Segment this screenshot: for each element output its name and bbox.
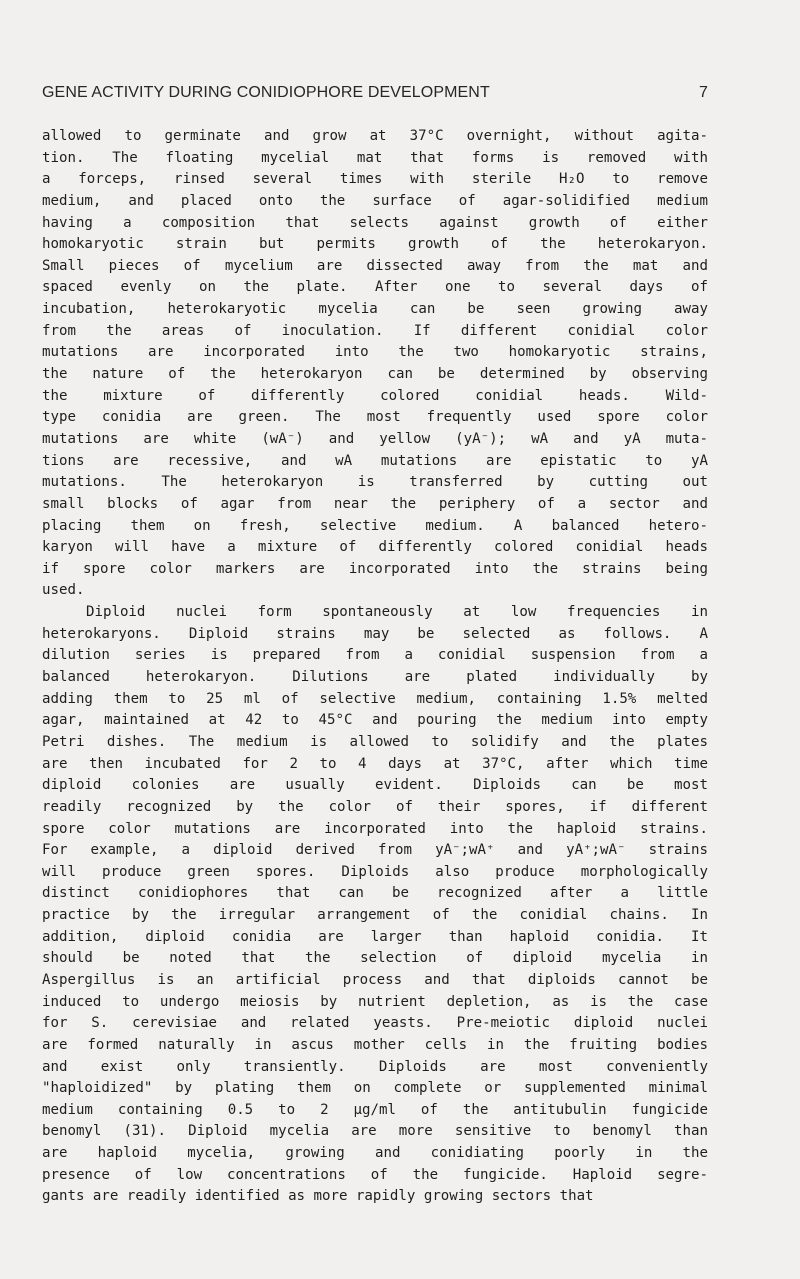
text-line: are formed naturally in ascus mother cells in the fruiting bodies <box>42 1036 708 1053</box>
text-line: homokaryotic strain but permits growth of the heterokaryon. <box>42 236 708 253</box>
text-line: spore color mutations are incorporated into the haploid strains. <box>42 820 708 837</box>
text-line: balanced heterokaryon. Dilutions are plated individually by <box>42 669 708 686</box>
text-line: allowed to germinate and grow at 37°C overnight, without agita- <box>42 128 708 144</box>
text-line: practice by the irregular arrangement of the conidial chains. In <box>42 907 708 924</box>
text-line: Petri dishes. The medium is allowed to solidify and the plates <box>42 733 708 750</box>
text-line: adding them to 25 ml of selective medium, containing 1.5% melted <box>42 690 708 707</box>
text-line: diploid colonies are usually evident. Diploids can be most <box>42 777 708 794</box>
text-line: Diploid nuclei form spontaneously at low frequencies in <box>86 604 708 621</box>
text-line: should be noted that the selection of diploid mycelia in <box>42 950 708 967</box>
text-line: readily recognized by the color of their spores, if different <box>42 798 708 815</box>
text-line: are then incubated for 2 to 4 days at 37°C, after which time <box>42 755 708 772</box>
text-line: type conidia are green. The most frequently used spore color <box>42 409 708 426</box>
text-line: agar, maintained at 42 to 45°C and pouring the medium into empty <box>42 712 708 729</box>
body-text <box>42 126 708 1208</box>
text-line: the mixture of differently colored conidial heads. Wild- <box>42 387 708 404</box>
text-line: a forceps, rinsed several times with sterile H₂O to remove <box>42 171 708 188</box>
text-line: if spore color markers are incorporated into the strains being <box>42 560 708 577</box>
text-line: Small pieces of mycelium are dissected away from the mat and <box>42 257 708 274</box>
text-line: placing them on fresh, selective medium. A balanced hetero- <box>42 517 708 534</box>
text-line: induced to undergo meiosis by nutrient depletion, as is the case <box>42 993 708 1010</box>
text-line: dilution series is prepared from a conidial suspension from a <box>42 647 708 664</box>
text-line: for S. cerevisiae and related yeasts. Pre-meiotic diploid nuclei <box>42 1015 708 1032</box>
text-line: incubation, heterokaryotic mycelia can be seen growing away <box>42 301 708 318</box>
text-line: benomyl (31). Diploid mycelia are more sensitive to benomyl than <box>42 1123 708 1140</box>
text-line: distinct conidiophores that can be recognized after a little <box>42 885 708 902</box>
text-line: having a composition that selects against growth of either <box>42 214 708 231</box>
page-number: 7 <box>699 84 708 101</box>
text-line: mutations. The heterokaryon is transferred by cutting out <box>42 474 708 491</box>
text-line: the nature of the heterokaryon can be determined by observing <box>42 366 708 383</box>
text-line: addition, diploid conidia are larger than haploid conidia. It <box>42 928 708 945</box>
text-line: are haploid mycelia, growing and conidiating poorly in the <box>42 1145 708 1162</box>
text-line: from the areas of inoculation. If different conidial color <box>42 322 708 339</box>
text-line: small blocks of agar from near the periphery of a sector and <box>42 495 708 512</box>
text-line: spaced evenly on the plate. After one to several days of <box>42 279 708 296</box>
text-line: "haploidized" by plating them on complete or supplemented minimal <box>42 1080 708 1097</box>
text-line: tion. The floating mycelial mat that forms is removed with <box>42 149 708 166</box>
running-header <box>42 84 708 108</box>
text-line: tions are recessive, and wA mutations are epistatic to yA <box>42 452 708 469</box>
text-line: will produce green spores. Diploids also produce morphologically <box>42 863 708 880</box>
text-line: medium, and placed onto the surface of agar-solidified medium <box>42 192 708 209</box>
text-line: and exist only transiently. Diploids are most conveniently <box>42 1058 708 1075</box>
text-line: Aspergillus is an artificial process and that diploids cannot be <box>42 971 708 988</box>
paragraph <box>42 602 708 1208</box>
text-line: karyon will have a mixture of differently colored conidial heads <box>42 539 708 556</box>
running-title: GENE ACTIVITY DURING CONIDIOPHORE DEVELOPMENT <box>42 84 490 101</box>
text-line: medium containing 0.5 to 2 µg/ml of the antitubulin fungicide <box>42 1101 708 1118</box>
text-line: For example, a diploid derived from yA⁻;wA⁺ and yA⁺;wA⁻ strains <box>42 842 708 859</box>
paragraph <box>42 126 708 602</box>
text-line: used. <box>42 582 85 599</box>
text-line: presence of low concentrations of the fungicide. Haploid segre- <box>42 1166 708 1183</box>
text-line: mutations are white (wA⁻) and yellow (yA⁻); wA and yA muta- <box>42 430 708 447</box>
text-line: heterokaryons. Diploid strains may be selected as follows. A <box>42 625 708 642</box>
text-line: gants are readily identified as more rapidly growing sectors that <box>42 1188 594 1205</box>
text-line: mutations are incorporated into the two homokaryotic strains, <box>42 344 708 361</box>
